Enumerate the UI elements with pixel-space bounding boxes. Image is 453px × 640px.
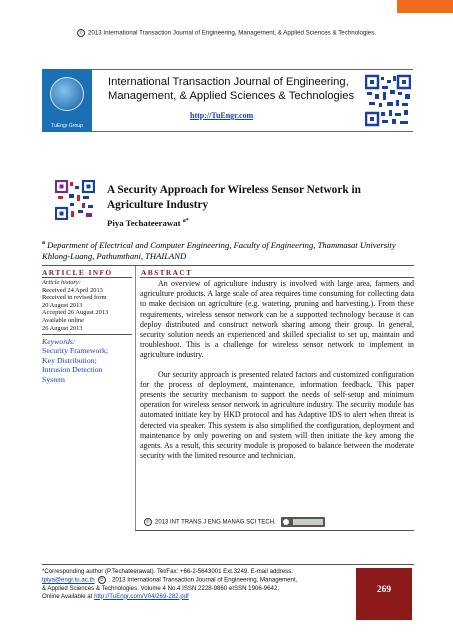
- paper-title-line2: Agriculture Industry: [107, 199, 209, 211]
- history-line: Received in revised form: [42, 294, 107, 302]
- author-email-link[interactable]: tpiya@engr.tu.ac.th: [42, 576, 95, 584]
- info-heading-divider: [42, 277, 132, 278]
- footnote-copyright: . 2013 International Transaction Journal of Engineering, Management,: [108, 576, 298, 584]
- top-copyright-line: [0, 29, 453, 37]
- online-url-link[interactable]: http://TuEngr.com/V04/269-282.pdf: [94, 592, 189, 600]
- paper-title: [107, 183, 407, 213]
- history-line: 20 August 2013: [42, 301, 83, 309]
- abstract-paragraph-1: An overview of agriculture industry is involved with large area, farmers and agriculture products. A large scale of area requires time consuming for collecting data to make decision on agriculture (e.g. watering, pruning and harvesting.). From these requirements, wireless sensor network can be a supported technology because it can deploy distributed and construct network sharing among their group. In general, security solution needs an experienced and skilled specialist to set up, maintain and troubleshoot. This is a challenge for wireless sensor network to implement in agriculture industry.: [140, 279, 414, 360]
- journal-title-line2: Management, & Applied Sciences & Technologies: [108, 90, 355, 102]
- affiliation: [42, 238, 414, 262]
- history-line: Received 24 April 2013: [42, 286, 103, 294]
- journal-url-link[interactable]: http://TuEngr.com: [190, 111, 254, 120]
- article-info-heading: ARTICLE INFO: [42, 268, 113, 277]
- abstract-heading-divider: [140, 277, 414, 278]
- footnote-line1: *Corresponding author (P.Techateerawat). Tel/Fax: +66-2-5643001 Ext.3249. E-mail address:: [42, 568, 293, 575]
- copyright-icon: ©: [98, 576, 106, 584]
- author-name: [107, 218, 189, 228]
- abstract-paragraph-2: Our security approach is presented related factors and customized configuration for the process of deployment, maintenance, information feedback. This paper presents the security mechanism to support the needs of self-setup and minimum operation for wireless sensor network in agriculture industry. The security module has automated initiate key by HKD protocol and has Adaptive IDS to alert when threat is detected via speaker. This system is also simplified the configuration, deployment and maintenance by only powering on and system will then initiate the key among the agents. As a result, this security module is proposed to balance between the moderate security with the limited resource and technician.: [140, 369, 414, 461]
- author-mark: a*: [182, 218, 189, 225]
- article-history: [42, 279, 132, 332]
- footnote-line3: & Applied Sciences & Technologies. Volume 4 No.4 ISSN 2228-9860 eISSN 1906-9642.: [42, 584, 280, 592]
- online-prefix: Online Available at: [42, 592, 95, 600]
- paper-title-line1: A Security Approach for Wireless Sensor Network in: [107, 184, 361, 196]
- author-name-text: Piya Techateerawat: [107, 218, 181, 228]
- abstract-body: [140, 279, 414, 461]
- top-divider: [42, 265, 414, 266]
- keywords-label: Keywords:: [42, 337, 76, 347]
- article-qr-code-icon: [55, 180, 95, 220]
- footnote-line2: [42, 576, 352, 585]
- keywords-divider: [42, 334, 132, 335]
- abstract-heading: ABSTRACT: [141, 268, 193, 277]
- top-copyright-text: 2013 International Transaction Journal of Engineering, Management, & Applied Sciences & Technologies.: [87, 29, 377, 37]
- copyright-icon: ©: [144, 518, 152, 526]
- keyword-item: Security Framework;: [42, 346, 109, 356]
- footnote-divider: [42, 564, 414, 565]
- logo-text: TuEngr Group: [51, 123, 83, 129]
- keyword-item: Key Distribution;: [42, 355, 97, 365]
- journal-title: [108, 75, 358, 103]
- history-line: Accepted 26 August 2013: [42, 309, 109, 317]
- abstract-bottom-divider: [135, 530, 414, 531]
- keyword-item: Intrusion Detection: [42, 365, 103, 375]
- qr-code-icon: [365, 72, 411, 129]
- history-label: Article history:: [42, 279, 81, 286]
- journal-title-line1: International Transaction Journal of Engineering,: [108, 76, 349, 88]
- page-number-box: [356, 568, 412, 620]
- footnote-line4: [42, 593, 352, 601]
- keyword-item: System: [42, 374, 65, 384]
- cc-license-badge-icon[interactable]: [281, 517, 325, 527]
- globe-icon: [50, 77, 84, 111]
- copyright-icon: ©: [77, 29, 85, 37]
- article-info: [42, 279, 132, 385]
- affiliation-text: Department of Electrical and Computer Engineering, Faculty of Engineering, Thammasat University Khlong-Luang, Pathumthani, THAILAND: [42, 239, 396, 261]
- history-line: Available online: [42, 316, 84, 324]
- footnote: [42, 568, 352, 601]
- page-number: 269: [376, 585, 392, 595]
- top-bar: [0, 0, 453, 13]
- abstract-footer: [144, 517, 325, 527]
- corner-accent: [397, 0, 453, 13]
- history-line: 26 August 2013: [42, 324, 83, 332]
- column-divider: [135, 266, 136, 530]
- abstract-footer-text: 2013 INT TRANS J ENG MANAG SCI TECH.: [155, 519, 276, 526]
- journal-logo: [42, 69, 92, 132]
- affiliation-mark: a: [42, 240, 45, 246]
